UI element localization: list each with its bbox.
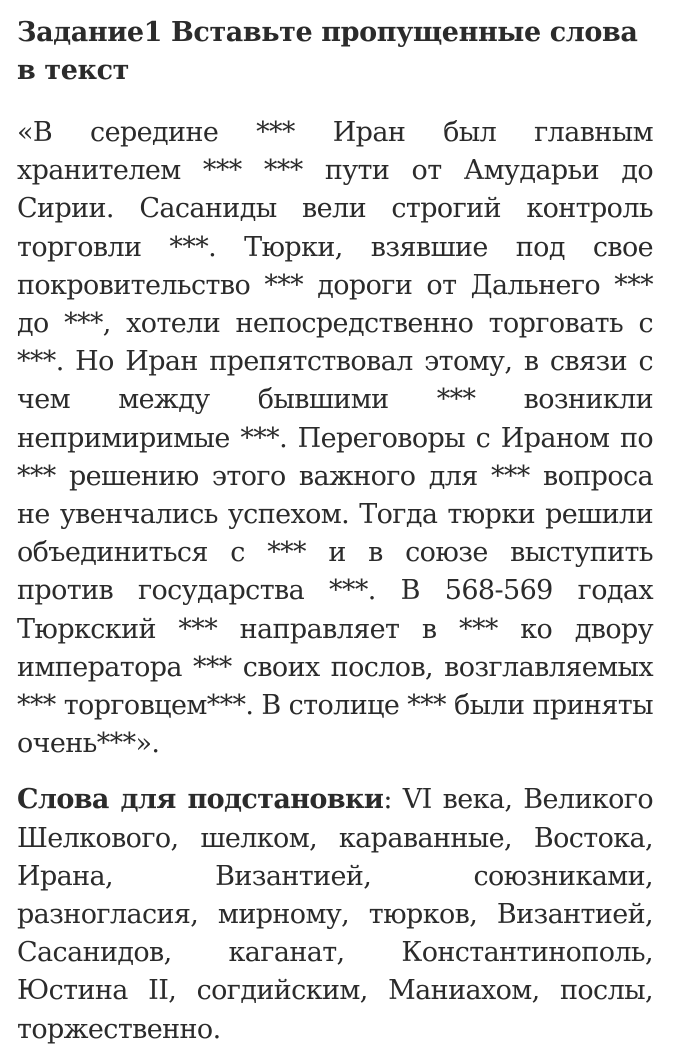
substitution-words-label: Слова для подстановки [17, 784, 384, 816]
document-page [17, 14, 653, 1049]
substitution-words [17, 781, 653, 1048]
task-title: Задание1 Вставьте пропущенные слова в текст [17, 17, 638, 86]
task-text: «В середине *** Иран был главным хранителем *** *** пути от Амударьи до Сирии. Сасаниды вели строгий контроль торговли ***. Тюрки, взявшие под свое покровительство *** дороги от Дальнего *** до ***, хотели непосредственно торговать с ***. Но Иран препятствовал этому, в связи с чем между бывшими *** возникли непримиримые ***. Переговоры с Ираном по *** решению этого важного для *** вопроса не увенчались успехом. Тогда тюрки решили объединиться с *** и в союзе выступить против государства ***. В 568-569 годах Тюркский *** направляет в *** ко двору императора *** своих послов, возглавляемых *** торговцем***. В столице *** были приняты очень***». [17, 117, 653, 760]
substitution-words-list: VI века, Великого Шелкового, шелком, караванные, Востока, Ирана, Византией, союзниками, разногласия, мирному, тюрков, Византией, Сасанидов, каганат, Константинополь, Юстина II, согдийским, Маниахом, послы, торжественно. [17, 784, 653, 1045]
substitution-words-separator: : [383, 784, 403, 816]
